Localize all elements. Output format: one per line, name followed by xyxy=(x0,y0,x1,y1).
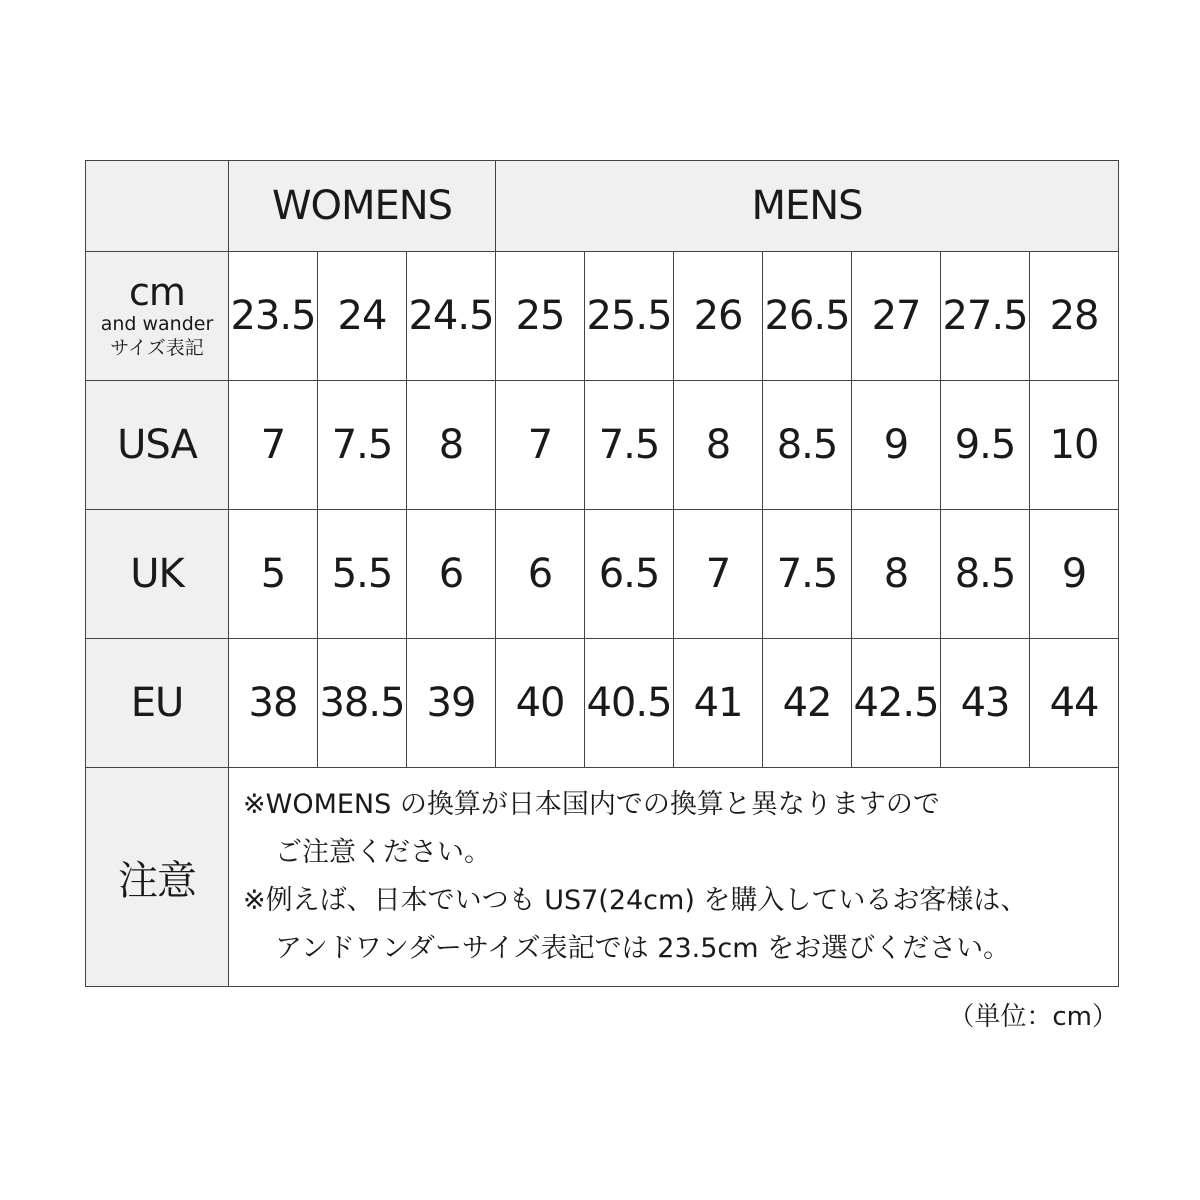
table-cell: 7 xyxy=(229,381,318,510)
womens-header: WOMENS xyxy=(229,161,496,252)
unit-label: （単位：cm） xyxy=(948,1002,1118,1032)
note-text-cell xyxy=(229,768,1119,987)
cm-sublabel-size: サイズ表記 xyxy=(110,337,204,359)
table-cell: 6 xyxy=(496,510,585,639)
table-cell: 41 xyxy=(674,639,763,768)
table-cell: 10 xyxy=(1030,381,1119,510)
note-line-2: ご注意ください。 xyxy=(275,837,491,868)
note-row xyxy=(86,768,1119,987)
corner-cell xyxy=(86,161,229,252)
table-cell: 28 xyxy=(1030,252,1119,381)
table-cell: 26.5 xyxy=(763,252,852,381)
table-cell: 8.5 xyxy=(763,381,852,510)
usa-row-label: USA xyxy=(86,381,229,510)
cm-label: cm xyxy=(129,270,185,314)
table-cell: 25.5 xyxy=(585,252,674,381)
table-cell: 40 xyxy=(496,639,585,768)
table-cell: 25 xyxy=(496,252,585,381)
table-cell: 44 xyxy=(1030,639,1119,768)
table-cell: 5.5 xyxy=(318,510,407,639)
table-cell: 7 xyxy=(496,381,585,510)
table-cell: 8 xyxy=(674,381,763,510)
note-line-4: アンドワンダーサイズ表記では 23.5cm をお選びください。 xyxy=(275,933,1011,964)
table-cell: 42 xyxy=(763,639,852,768)
table-cell: 7.5 xyxy=(585,381,674,510)
table-cell: 8.5 xyxy=(941,510,1030,639)
note-row-label: 注意 xyxy=(86,768,229,987)
usa-row xyxy=(86,381,1119,510)
table-cell: 38 xyxy=(229,639,318,768)
note-line-3: ※例えば、日本でいつも US7(24cm) を購入しているお客様は、 xyxy=(243,885,1028,916)
table-cell: 24 xyxy=(318,252,407,381)
table-cell: 39 xyxy=(407,639,496,768)
table-cell: 43 xyxy=(941,639,1030,768)
eu-row xyxy=(86,639,1119,768)
table-cell: 38.5 xyxy=(318,639,407,768)
header-row xyxy=(86,161,1119,252)
note-line-1: ※WOMENS の換算が日本国内での換算と異なりますので xyxy=(243,789,940,820)
table-cell: 9.5 xyxy=(941,381,1030,510)
table-cell: 27 xyxy=(852,252,941,381)
table-cell: 40.5 xyxy=(585,639,674,768)
table-cell: 9 xyxy=(1030,510,1119,639)
eu-row-label: EU xyxy=(86,639,229,768)
table-cell: 42.5 xyxy=(852,639,941,768)
table-cell: 9 xyxy=(852,381,941,510)
table-cell: 6 xyxy=(407,510,496,639)
table-cell: 27.5 xyxy=(941,252,1030,381)
table-cell: 23.5 xyxy=(229,252,318,381)
uk-row xyxy=(86,510,1119,639)
table-cell: 7.5 xyxy=(763,510,852,639)
table-cell: 5 xyxy=(229,510,318,639)
mens-header: MENS xyxy=(496,161,1119,252)
table-cell: 6.5 xyxy=(585,510,674,639)
table-cell: 7 xyxy=(674,510,763,639)
table-cell: 8 xyxy=(852,510,941,639)
table-cell: 26 xyxy=(674,252,763,381)
uk-row-label: UK xyxy=(86,510,229,639)
cm-sublabel-brand: and wander xyxy=(100,313,214,335)
table-cell: 7.5 xyxy=(318,381,407,510)
cm-row xyxy=(86,252,1119,381)
table-cell: 8 xyxy=(407,381,496,510)
cm-row-label xyxy=(86,252,229,381)
table-cell: 24.5 xyxy=(407,252,496,381)
size-chart-table xyxy=(85,160,1119,987)
